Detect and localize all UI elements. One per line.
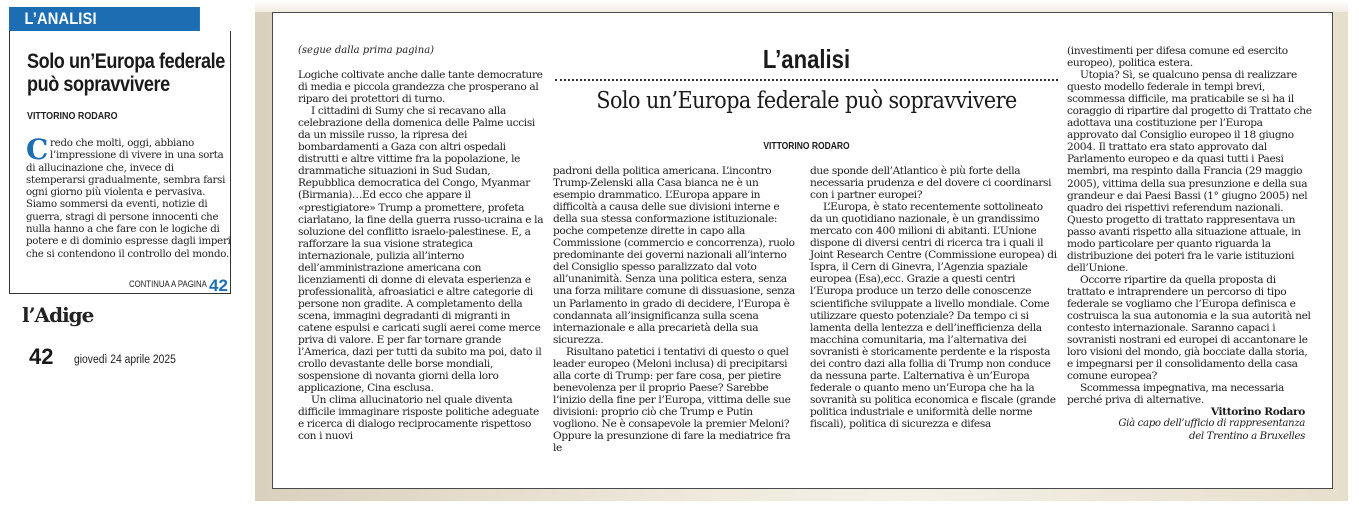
article-column-3 [810,165,1058,430]
paragraph: I cittadini di Sumy che si recavano alla celebrazione della domenica delle Palme uccisi da un missile russo, la ripresa dei bombardamenti a Gaza con altri ospedali distrutti e altre vittime fra la popolazione, le drammatiche situazioni in Sud Sudan, Repubblica democratica del Congo, Myanmar (Birmania)…Ed ecco che appare il «prestigiatore» Trump a promettere, profeta ciarlatano, la fine della guerra russo-ucraina e la soluzione del conflitto israelo-palestinese. E, a rafforzare la sua visione strategica internazionale, pulizia all’interno dell’amministrazione americana con licenziamenti di donne di elevata esperienza e professionalità, afroasiatici e altre categorie di persone non gradite. A completamento della scena, immagini degradanti di migranti in catene espulsi e caricati sugli aerei come merce priva di valore. E per far tornare grande l’America, dazi per tutti da subito ma poi, dato il crollo devastante delle borse mondiali, sospensione di novanta giorni della loro applicazione, Cina esclusa. [298,105,544,395]
newspaper-logo: l’Adige [22,303,94,327]
page-number: 42 [29,344,54,369]
paragraph: padroni della politica americana. L’incontro Trump-Zelenski alla Casa bianca ne è un esempio drammatico. L’Europa appare in difficoltà a causa delle sue divisioni interne e della sua stessa conformazione istituzionale: poche competenze dirette in capo alla Commissione (commercio e concorrenza), ruolo predominante dei governi nazionali all’interno del Consiglio spesso paralizzato dal voto all’unanimità. Senza una politica estera, senza una forza militare comune di dissuasione, senza un Parlamento in grado di decidere, l’Europa è condannata all’insignificanza sulla scena internazionale e alla precarietà della sua sicurezza. [553,165,795,346]
drop-cap: C [26,133,49,166]
teaser-title[interactable] [27,50,225,96]
teaser-title-line-2: può sopravvivere [27,73,170,96]
continue-page-number[interactable]: 42 [209,276,228,295]
paragraph: L’Europa, è stato recentemente sottolineato da un quotidiano nazionale, è un grandissimo mercato con 400 milioni di abitanti. L’Unione dispone di diversi centri di ricerca tra i quali il Joint Research Centre (Commissione europea) di Ispra, il Cern di Ginevra, l’Agenzia spaziale europea (Esa),ecc. Grazie a questi centri l’Europa produce un terzo delle conoscenze scientifiche sviluppate a livello mondiale. Come utilizzare questo potenziale? Da tempo ci si lamenta della lentezza e dell’inefficienza della macchina comunitaria, ma l’alternativa dei sovranisti è storicamente perdente e la risposta dei contro dazi alla follia di Trump non conduce da nessuna parte. L’alternativa è un’Europa federale o quanto meno un’Europa che ha la sovranità su politica economica e fiscale (grande politica industriale e uniformità delle norme fiscali), politica di sicurezza e difesa [810,201,1057,430]
paragraph: Occorre ripartire da quella proposta di trattato e intraprendere un percorso di tipo federale se vogliamo che l’Europa definisca e costruisca la sua autonomia e la sua autorità nel contesto internazionale. Saranno capaci i sovranisti nostrani ed europei di accantonare le loro visioni del mondo, già bocciate dalla storia, e impegnarsi per il consolidamento della casa comune europea? [1067,273,1311,383]
paragraph: Scommessa impegnativa, ma necessaria perché priva di alternative. [1067,382,1284,407]
signature-role-line-2: del Trentino a Bruxelles [1189,430,1305,442]
teaser-text [26,133,232,261]
issue-date: giovedì 24 aprile 2025 [74,354,176,366]
continue-label[interactable]: CONTINUA A PAGINA [129,279,207,290]
teaser-author: VITTORINO RODARO [27,110,118,122]
paragraph: Utopia? Sì, se qualcuno pensa di realizzare questo modello federale in tempi brevi, scommessa difficile, ma praticabile se si ha il coraggio di ripartire dal progetto di Trattato che adottava una costituzione per l’Europa approvato dal Consiglio europeo il 18 giugno 2004. Il trattato era stato approvato dal Parlamento europeo e da quasi tutti i Paesi membri, ma respinto dalla Francia (29 maggio 2005), vittima della sua presunzione e della sua grandeur e dai Paesi Bassi (1° giugno 2005) nel quadro dei rispettivi referendum nazionali. Questo progetto di trattato rappresentava un passo avanti rispetto alla situazione attuale, in modo particolare per quanto riguarda la distribuzione dei poteri fra le varie istituzioni dell’Unione. [1067,69,1312,274]
dotted-divider [555,79,1058,81]
article-kicker: L’analisi [762,44,851,74]
article-column-2 [553,165,801,454]
signature-role-line-1: Già capo dell’ufficio di rappresentanza [1118,418,1305,430]
paragraph: Logiche coltivate anche dalle tante democrature di media e piccola grandezza che prosperano al riparo dei protettori di turno. [298,69,543,106]
teaser-body: redo che molti, oggi, abbiano l’impressione di vivere in una sorta di allucinazione che, invece di stemperarsi gradualmente, sembra farsi ogni giorno più violenta e pervasiva. Siamo sommersi da eventi, notizie di guerra, stragi di persone innocenti che nulla hanno a che fare con le logiche di potere e di dominio espresse dagli imperi che si contendono il controllo del mondo. [26,138,231,260]
paragraph: Risultano patetici i tentativi di questo o quel leader europeo (Meloni inclusa) di precipitarsi alla corte di Trump: per fare cosa, per pietire benevolenza per il proprio Paese? Sarebbe l’inizio della fine per l’Europa, vittima delle sue divisioni: proprio ciò che Trump e Putin vogliono. Ne è consapevole la premier Meloni? Oppure la presunzione di fare la mediatrice fra le [553,345,791,455]
paragraph: (investimenti per difesa comune ed esercito europeo), politica estera. [1067,45,1288,70]
section-label: L’ANALISI [9,7,200,31]
article-byline: VITTORINO RODARO [763,141,850,152]
teaser-title-line-1: Solo un’Europa federale [27,50,225,73]
continued-from-label: (segue dalla prima pagina) [298,45,435,56]
article-headline: Solo un’Europa federale può sopravvivere [596,88,1017,114]
article-column-1 [298,69,546,442]
paragraph: Un clima allucinatorio nel quale diventa difficile immaginare risposte politiche adeguate e ricerca di dialogo reciprocamente rispettoso con i nuovi [298,394,539,443]
article-column-4 [1067,45,1315,443]
clipping-frame-top [255,0,1348,12]
paragraph: due sponde dell’Atlantico è più forte della necessaria prudenza e del dovere ci coordinarsi con i partner europei? [810,165,1052,202]
signature-name: Vittorino Rodaro [1210,406,1305,419]
